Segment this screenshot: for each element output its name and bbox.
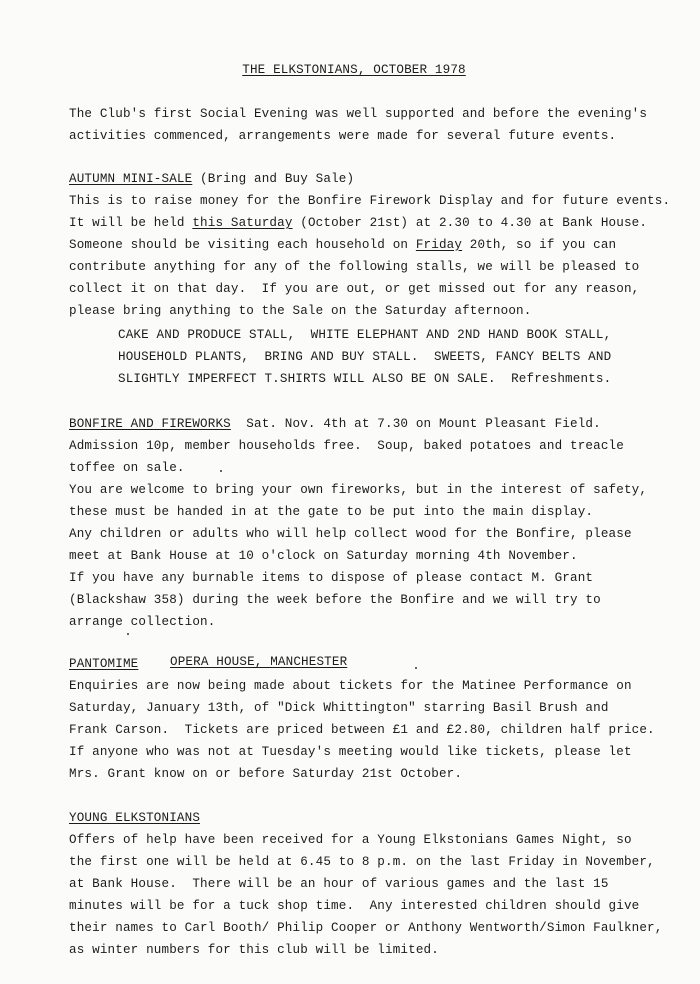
sale-line: This is to raise money for the Bonfire Firework Display and for future events. (69, 194, 671, 208)
pantomime-heading-underlined: PANTOMIME (69, 657, 139, 671)
young-line: as winter numbers for this club will be limited. (69, 943, 439, 957)
sale-line: please bring anything to the Sale on the Saturday afternoon. (69, 304, 532, 318)
young-line: Offers of help have been received for a Young Elkstonians Games Night, so (69, 833, 632, 847)
sale-line: contribute anything for any of the following stalls, we will be pleased to (69, 260, 640, 274)
stall-line: SLIGHTLY IMPERFECT T.SHIRTS WILL ALSO BE ON SALE. Refreshments. (118, 372, 612, 386)
young-line: their names to Carl Booth/ Philip Cooper or Anthony Wentworth/Simon Faulkner, (69, 921, 663, 935)
sale-visit-pre: Someone should be visiting each household on (69, 238, 416, 252)
intro-line: activities commenced, arrangements were made for several future events. (69, 129, 617, 143)
bonfire-heading: BONFIRE AND FIREWORKS (69, 417, 231, 431)
sale-line: collect it on that day. If you are out, or get missed out for any reason, (69, 282, 640, 296)
bonfire-line: (Blackshaw 358) during the week before the Bonfire and we will try to (69, 593, 601, 607)
ink-speck (415, 667, 417, 669)
bonfire-line: toffee on sale. (69, 461, 185, 475)
sale-heading-row (69, 171, 354, 187)
sale-date-post: (October 21st) at 2.30 to 4.30 at Bank House. (292, 216, 648, 230)
bonfire-line: Any children or adults who will help collect wood for the Bonfire, please (69, 527, 632, 541)
pantomime-venue: OPERA HOUSE, MANCHESTER (170, 655, 348, 669)
bonfire-heading-row (69, 416, 601, 432)
young-line: the first one will be held at 6.45 to 8 p.m. on the last Friday in November, (69, 855, 655, 869)
sale-visit-post: 20th, so if you can (462, 238, 617, 252)
pantomime-line: Frank Carson. Tickets are priced between £1 and £2.80, children half price. (69, 723, 655, 737)
sale-heading-suffix: (Bring and Buy Sale) (192, 172, 355, 186)
young-heading: YOUNG ELKSTONIANS (69, 811, 201, 825)
pantomime-line: Saturday, January 13th, of "Dick Whittington" starring Basil Brush and (69, 701, 609, 715)
ink-speck (127, 633, 129, 635)
bonfire-line: arrange collection. (69, 615, 216, 629)
ink-speck (220, 470, 222, 472)
pantomime-line: Enquiries are now being made about tickets for the Matinee Performance on (69, 679, 632, 693)
young-line: at Bank House. There will be an hour of various games and the last 15 (69, 877, 609, 891)
young-line: minutes will be for a tuck shop time. Any interested children should give (69, 899, 640, 913)
bonfire-line: these must be handed in at the gate to be put into the main display. (69, 505, 594, 519)
intro-line: The Club's first Social Evening was well supported and before the evening's (69, 107, 648, 121)
sale-visit-day: Friday (415, 238, 463, 252)
bonfire-heading-suffix: Sat. Nov. 4th at 7.30 on Mount Pleasant Field. (230, 417, 601, 431)
sale-date-pre: It will be held (69, 216, 193, 230)
stall-line: HOUSEHOLD PLANTS, BRING AND BUY STALL. SWEETS, FANCY BELTS AND (118, 350, 612, 364)
bonfire-line: Admission 10p, member households free. Soup, baked potatoes and treacle (69, 439, 624, 453)
pantomime-line: If anyone who was not at Tuesday's meeting would like tickets, please let (69, 745, 632, 759)
page-title: THE ELKSTONIANS, OCTOBER 1978 (242, 63, 466, 77)
pantomime-line: Mrs. Grant know on or before Saturday 21st October. (69, 767, 463, 781)
bonfire-line: meet at Bank House at 10 o'clock on Saturday morning 4th November. (69, 549, 578, 563)
stall-line: CAKE AND PRODUCE STALL, WHITE ELEPHANT AND 2ND HAND BOOK STALL, (118, 328, 612, 342)
sale-date-highlight: this Saturday (192, 216, 293, 230)
bonfire-line: If you have any burnable items to dispose of please contact M. Grant (69, 571, 594, 585)
sale-visit-line (69, 237, 616, 253)
bonfire-line: You are welcome to bring your own fireworks, but in the interest of safety, (69, 483, 648, 497)
sale-heading: AUTUMN MINI-SALE (69, 172, 193, 186)
sale-date-line (69, 215, 647, 231)
